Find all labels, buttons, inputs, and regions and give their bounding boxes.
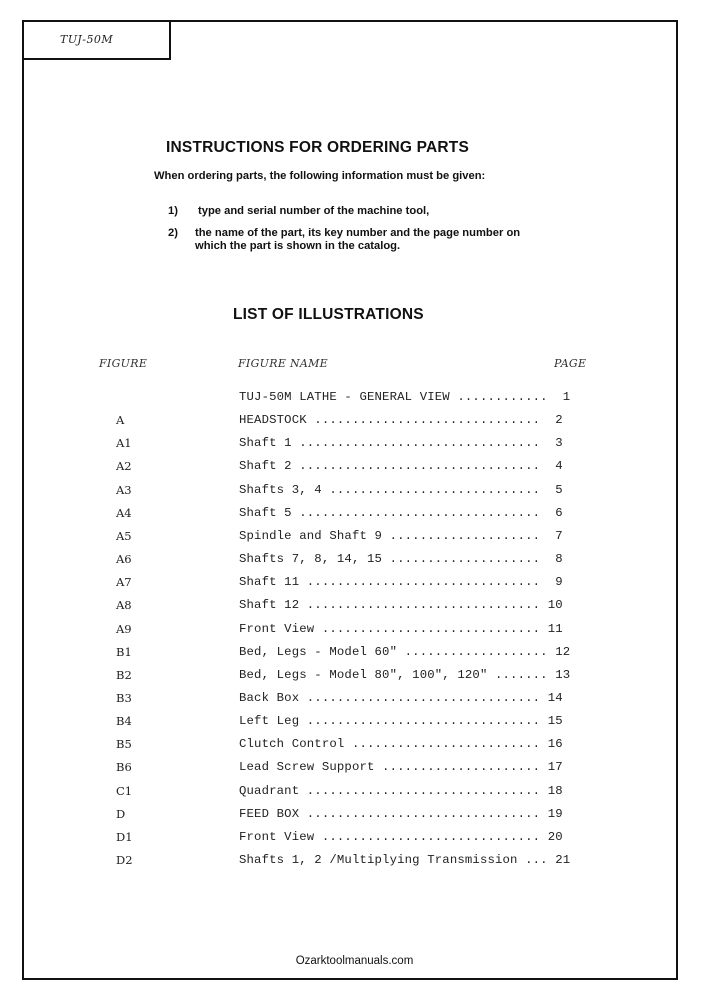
illustration-row (0, 413, 709, 433)
figure-name-and-page: Shaft 12 ............................... 10 (239, 598, 563, 613)
illustration-row (0, 784, 709, 804)
figure-code: A6 (116, 552, 132, 567)
column-header-figure-name: FIGURE NAME (238, 357, 329, 370)
illustration-row (0, 575, 709, 595)
illustration-row (0, 529, 709, 549)
figure-name-and-page: Bed, Legs - Model 60" ................... 12 (239, 644, 571, 659)
figure-name-and-page: Lead Screw Support ..................... 17 (239, 760, 563, 775)
figure-name-and-page: FEED BOX ............................... 19 (239, 806, 563, 821)
figure-name-and-page: Clutch Control ......................... 16 (239, 737, 563, 752)
illustration-row (0, 645, 709, 665)
illustration-row (0, 853, 709, 873)
illustration-row (0, 714, 709, 734)
figure-name-and-page: Shaft 11 ............................... 9 (239, 575, 563, 590)
figure-code: C1 (116, 783, 133, 798)
figure-code: D1 (116, 829, 133, 844)
figure-name-and-page: Shafts 1, 2 /Multiplying Transmission ... 21 (239, 853, 571, 867)
footer-site: Ozarktoolmanuals.com (295, 955, 414, 967)
figure-code: B2 (116, 667, 132, 682)
figure-code: A (116, 413, 125, 428)
figure-code: A9 (116, 621, 132, 636)
figure-name-and-page: Front View ............................. 11 (239, 621, 563, 636)
figure-name-and-page: Shaft 5 ................................ 6 (239, 505, 563, 520)
figure-code: A3 (116, 482, 132, 497)
figure-code: B1 (116, 644, 132, 659)
illustration-row (0, 737, 709, 757)
illustration-row (0, 830, 709, 850)
instruction-text: the name of the part, its key number and the page number on which the part is shown in the catalog. (195, 227, 521, 252)
figure-code: B4 (116, 714, 132, 729)
illustration-row (0, 483, 709, 503)
instructions-title: INSTRUCTIONS FOR ORDERING PARTS (166, 139, 470, 156)
illustration-row (0, 622, 709, 642)
figure-code: D (116, 806, 126, 821)
instructions-intro: When ordering parts, the following information must be given: (154, 170, 486, 182)
figure-code: D2 (116, 853, 133, 867)
figure-name-and-page: HEADSTOCK .............................. 2 (239, 413, 563, 428)
figure-code: A4 (116, 505, 132, 520)
illustration-row (0, 506, 709, 526)
illustration-row (0, 807, 709, 827)
illustrations-title: LIST OF ILLUSTRATIONS (233, 306, 424, 323)
instruction-number: 1) (168, 205, 178, 217)
figure-code: A2 (116, 459, 132, 474)
illustration-row (0, 552, 709, 572)
figure-code: A8 (116, 598, 132, 613)
column-header-figure: FIGURE (99, 357, 148, 370)
illustration-row (0, 436, 709, 456)
figure-code: B6 (116, 760, 132, 775)
figure-code: A7 (116, 575, 132, 590)
figure-code: A1 (116, 436, 132, 451)
illustration-row (0, 390, 709, 410)
instruction-number: 2) (168, 227, 178, 239)
figure-name-and-page: Back Box ............................... 14 (239, 690, 563, 705)
column-header-page: PAGE (554, 357, 587, 370)
illustration-row (0, 668, 709, 688)
figure-name-and-page: Quadrant ............................... 18 (239, 783, 563, 798)
figure-name-and-page: Front View ............................. 20 (239, 829, 563, 844)
figure-name-and-page: TUJ-50M LATHE - GENERAL VIEW ............ 1 (239, 390, 571, 404)
figure-name-and-page: Left Leg ............................... 15 (239, 714, 563, 729)
figure-name-and-page: Shafts 7, 8, 14, 15 .................... 8 (239, 552, 563, 567)
illustration-row (0, 459, 709, 479)
instruction-text: type and serial number of the machine tool, (198, 205, 430, 217)
illustration-row (0, 598, 709, 618)
figure-name-and-page: Bed, Legs - Model 80", 100", 120" ....... 13 (239, 667, 571, 682)
figure-name-and-page: Shaft 2 ................................ 4 (239, 459, 563, 474)
figure-code: B5 (116, 737, 132, 752)
illustration-row (0, 691, 709, 711)
illustration-row (0, 760, 709, 780)
model-label: TUJ-50M (60, 33, 114, 46)
figure-code: A5 (116, 528, 132, 543)
figure-name-and-page: Spindle and Shaft 9 .................... 7 (239, 528, 563, 543)
figure-code: B3 (116, 690, 132, 705)
figure-name-and-page: Shaft 1 ................................ 3 (239, 436, 563, 451)
figure-name-and-page: Shafts 3, 4 ............................ 5 (239, 482, 563, 497)
